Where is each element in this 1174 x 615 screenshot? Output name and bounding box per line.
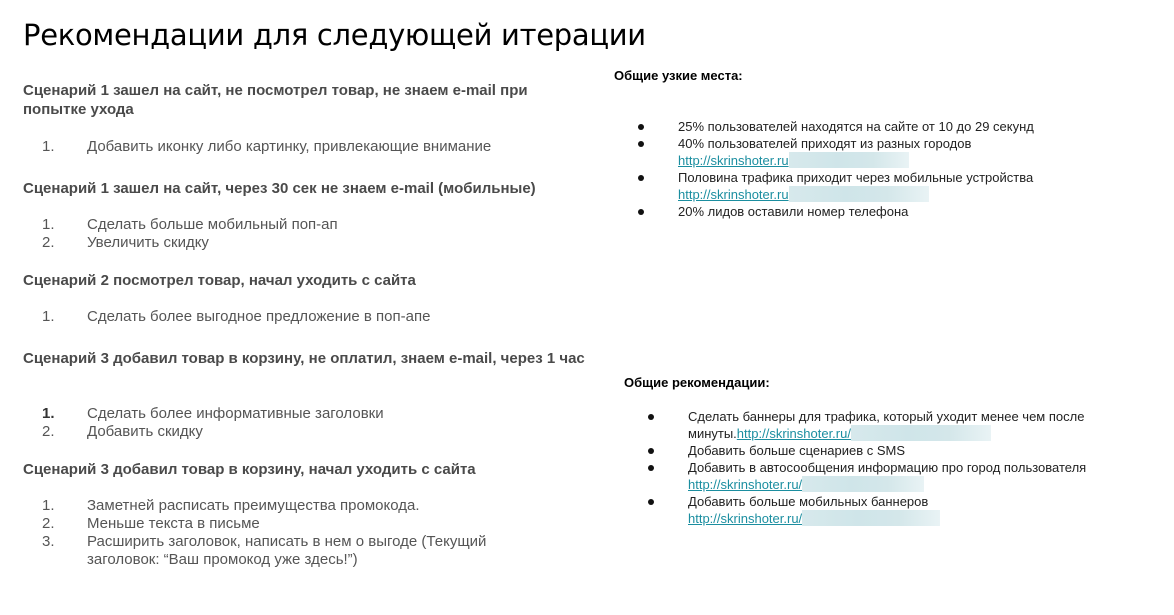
scenario-heading: Сценарий 3 добавил товар в корзину, не оплатил, знаем e-mail, через 1 час [23,350,585,367]
scenario-heading: Сценарий 3 добавил товар в корзину, начал уходить с сайта [23,461,476,478]
screenshot-link[interactable]: http://skrinshoter.ru/ [688,477,803,492]
list-item: Добавить больше сценариев с SMS [648,442,1128,459]
list-item: 2. Увеличить скидку [42,234,209,251]
screenshot-link[interactable]: http://skrinshoter.ru [678,153,789,168]
list-item: 1. Сделать больше мобильный поп-ап [42,216,338,233]
steps-list [23,497,603,569]
redacted-block [802,476,924,492]
scenario-heading: Сценарий 2 посмотрел товар, начал уходить с сайта [23,272,416,289]
page-title: Рекомендации для следующей итерации [23,18,646,52]
scenario-section [23,349,603,368]
screenshot-link[interactable]: http://skrinshoter.ru/ [688,511,803,526]
list-item: Половина трафика приходит через мобильные устройства http://skrinshoter.ru [638,169,1098,203]
redacted-block [851,425,991,441]
list-item: 3. Расширить заголовок, написать в нем о выгоде (Текущий заголовок: “Ваш промокод уже здесь!”) [42,533,487,568]
list-item: Добавить больше мобильных баннеров http://skrinshoter.ru/ [648,493,1128,527]
bullet-icon [638,175,644,181]
redacted-block [789,152,909,168]
bullet-icon [648,414,654,420]
scenario-section [23,271,603,290]
list-item: 2. Меньше текста в письме [42,515,260,532]
scenario-heading: Сценарий 1 зашел на сайт, не посмотрел товар, не знаем e-mail при попытке ухода [23,82,528,118]
list-item: 1. Заметней расписать преимущества промокода. [42,497,420,514]
list-item: 1. Добавить иконку либо картинку, привлекающие внимание [42,138,492,155]
recommendations-heading: Общие рекомендации: [624,375,770,390]
redacted-block [802,510,940,526]
list-item: Добавить в автосообщения информацию про город пользователя http://skrinshoter.ru/ [648,459,1128,493]
list-item: 2. Добавить скидку [42,423,203,440]
list-item: 40% пользователей приходят из разных городов http://skrinshoter.ru [638,135,1098,169]
scenario-section [23,179,603,198]
bottlenecks-heading: Общие узкие места: [614,68,743,83]
list-item: 1. Сделать более выгодное предложение в поп-апе [42,308,431,325]
bullet-icon [638,141,644,147]
screenshot-link[interactable]: http://skrinshoter.ru [678,187,789,202]
bullet-icon [648,448,654,454]
list-item: 25% пользователей находятся на сайте от 10 до 29 секунд [638,118,1098,135]
bullet-icon [638,124,644,130]
bullet-icon [638,209,644,215]
steps-list [23,138,603,156]
recommendations-list [648,408,1128,527]
bottlenecks-list [638,118,1098,220]
steps-list [23,308,603,326]
list-item: 20% лидов оставили номер телефона [638,203,1098,220]
scenario-heading: Сценарий 1 зашел на сайт, через 30 сек не знаем e-mail (мобильные) [23,180,536,197]
screenshot-link[interactable]: http://skrinshoter.ru/ [736,426,851,441]
steps-list [23,216,603,252]
redacted-block [789,186,929,202]
list-item: Сделать баннеры для трафика, который уходит менее чем после минуты.http://skrinshoter.ru/ [648,408,1128,442]
bullet-icon [648,499,654,505]
bullet-icon [648,465,654,471]
list-item: 1. Сделать более информативные заголовки [42,405,384,422]
scenario-section [23,460,603,479]
steps-list [23,405,603,441]
scenario-section [23,81,603,119]
